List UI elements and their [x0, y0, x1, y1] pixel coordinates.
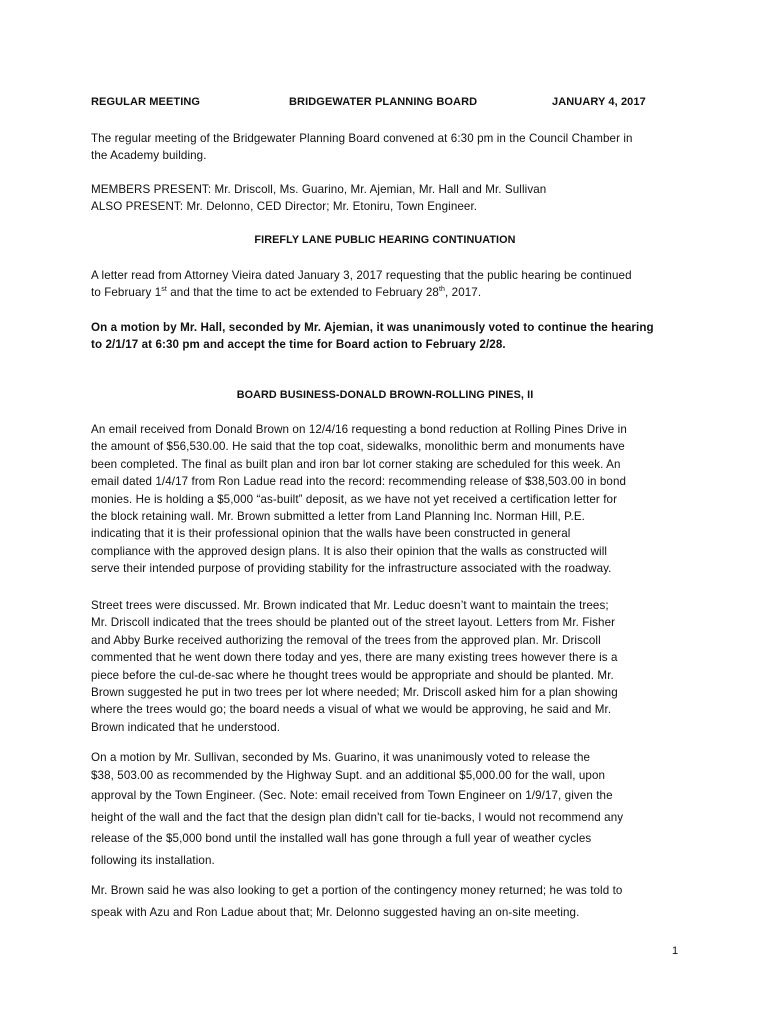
- meeting-type: REGULAR MEETING: [91, 96, 201, 108]
- paragraph-line: piece before the cul-de-sac where he thought trees would be appropriate and should be planted. Mr.: [91, 668, 614, 682]
- text-fragment: , 2017.: [445, 286, 482, 300]
- paragraph-line: following its installation.: [91, 853, 215, 867]
- paragraph-line: On a motion by Mr. Hall, seconded by Mr. Ajemian, it was unanimously voted to continue the hearing: [91, 321, 654, 334]
- members-present: MEMBERS PRESENT: Mr. Driscoll, Ms. Guarino, Mr. Ajemian, Mr. Hall and Mr. Sullivan: [91, 183, 547, 196]
- paragraph-line: Street trees were discussed. Mr. Brown indicated that Mr. Leduc doesn’t want to maintain the trees;: [91, 599, 609, 612]
- paragraph-line: indicating that it is their professional opinion that the walls have been constructed in general: [91, 527, 571, 541]
- paragraph-line: [91, 284, 691, 301]
- bond-motion-paragraph: [91, 749, 691, 871]
- paragraph-line: A letter read from Attorney Vieira dated January 3, 2017 requesting that the public hearing be continued: [91, 269, 632, 282]
- paragraph-line: height of the wall and the fact that the design plan didn't call for tie-backs, I would not recommend any: [91, 810, 624, 824]
- document-header: [0, 96, 770, 112]
- paragraph-line: commented that he went down there today and yes, there are many existing trees however there is a: [91, 651, 618, 665]
- paragraph-line: email dated 1/4/17 from Ron Ladue read into the record: recommending release of $38,503.00 in bond: [91, 475, 627, 489]
- street-trees-paragraph: [91, 597, 691, 736]
- paragraph-line: $38, 503.00 as recommended by the Highway Supt. and an additional $5,000.00 for the wall, upon: [91, 769, 606, 783]
- paragraph-line: monies. He is holding a $5,000 “as-built” deposit, as we have not yet received a certification letter for: [91, 492, 618, 506]
- page-number: 1: [672, 945, 679, 957]
- firefly-motion-paragraph: [91, 319, 691, 354]
- also-present: ALSO PRESENT: Mr. Delonno, CED Director; Mr. Etoniru, Town Engineer.: [91, 200, 478, 214]
- firefly-letter-paragraph: [91, 267, 691, 302]
- paragraph-line: release of the $5,000 bond until the installed wall has gone through a full year of weather cycles: [91, 832, 592, 846]
- intro-paragraph: [91, 130, 691, 165]
- paragraph-line: been completed. The final as built plan and iron bar lot corner staking are scheduled for this week. An: [91, 457, 621, 471]
- paragraph-line: Mr. Driscoll indicated that the trees should be planted out of the street layout. Letters from Mr. Fisher: [91, 616, 616, 630]
- paragraph-line: compliance with the approved design plans. It is also their opinion that the walls as constructed will: [91, 544, 608, 558]
- text-fragment: to February 1: [91, 286, 162, 300]
- paragraph-line: the block retaining wall. Mr. Brown submitted a letter from Land Planning Inc. Norman Hill, P.E.: [91, 510, 585, 524]
- ordinal-suffix: th: [438, 286, 445, 294]
- section-heading-rolling-pines: BOARD BUSINESS-DONALD BROWN-ROLLING PINES, II: [236, 389, 534, 401]
- attendance-paragraph: [91, 181, 691, 216]
- paragraph-line: An email received from Donald Brown on 12/4/16 requesting a bond reduction at Rolling Pines Drive in: [91, 423, 627, 436]
- paragraph-line: Mr. Brown said he was also looking to get a portion of the contingency money returned; he was told to: [91, 884, 623, 897]
- text-fragment: and that the time to act be extended to February 28: [166, 286, 439, 300]
- paragraph-line: The regular meeting of the Bridgewater Planning Board convened at 6:30 pm in the Council Chamber in: [91, 132, 633, 145]
- board-name: BRIDGEWATER PLANNING BOARD: [289, 96, 478, 108]
- paragraph-line: serve their intended purpose of providing stability for the infrastructure associated with the roadway.: [91, 562, 612, 576]
- paragraph-line: speak with Azu and Ron Ladue about that; Mr. Delonno suggested having an on-site meeting.: [91, 905, 580, 919]
- paragraph-line: On a motion by Mr. Sullivan, seconded by Ms. Guarino, it was unanimously voted to release the: [91, 751, 591, 764]
- paragraph-line: to 2/1/17 at 6:30 pm and accept the time for Board action to February 2/28.: [91, 338, 506, 352]
- section-heading-firefly: FIREFLY LANE PUBLIC HEARING CONTINUATION: [254, 234, 516, 246]
- paragraph-line: and Abby Burke received authorizing the removal of the trees from the approved plan. Mr. Driscoll: [91, 633, 601, 647]
- ordinal-suffix: st: [161, 286, 167, 294]
- paragraph-line: Brown suggested he put in two trees per lot where needed; Mr. Driscoll asked him for a plan showing: [91, 686, 618, 700]
- paragraph-line: where the trees would go; the board needs a visual of what we would be approving, he said and Mr.: [91, 703, 612, 717]
- paragraph-line: Brown indicated that he understood.: [91, 720, 281, 734]
- paragraph-line: the amount of $56,530.00. He said that the top coat, sidewalks, monolithic berm and monuments have: [91, 440, 625, 454]
- paragraph-line: approval by the Town Engineer. (Sec. Note: email received from Town Engineer on 1/9/17, given the: [91, 789, 613, 803]
- paragraph-line: the Academy building.: [91, 149, 207, 163]
- bond-email-paragraph: [91, 421, 691, 578]
- meeting-date: JANUARY 4, 2017: [552, 96, 646, 108]
- contingency-paragraph: [91, 880, 691, 923]
